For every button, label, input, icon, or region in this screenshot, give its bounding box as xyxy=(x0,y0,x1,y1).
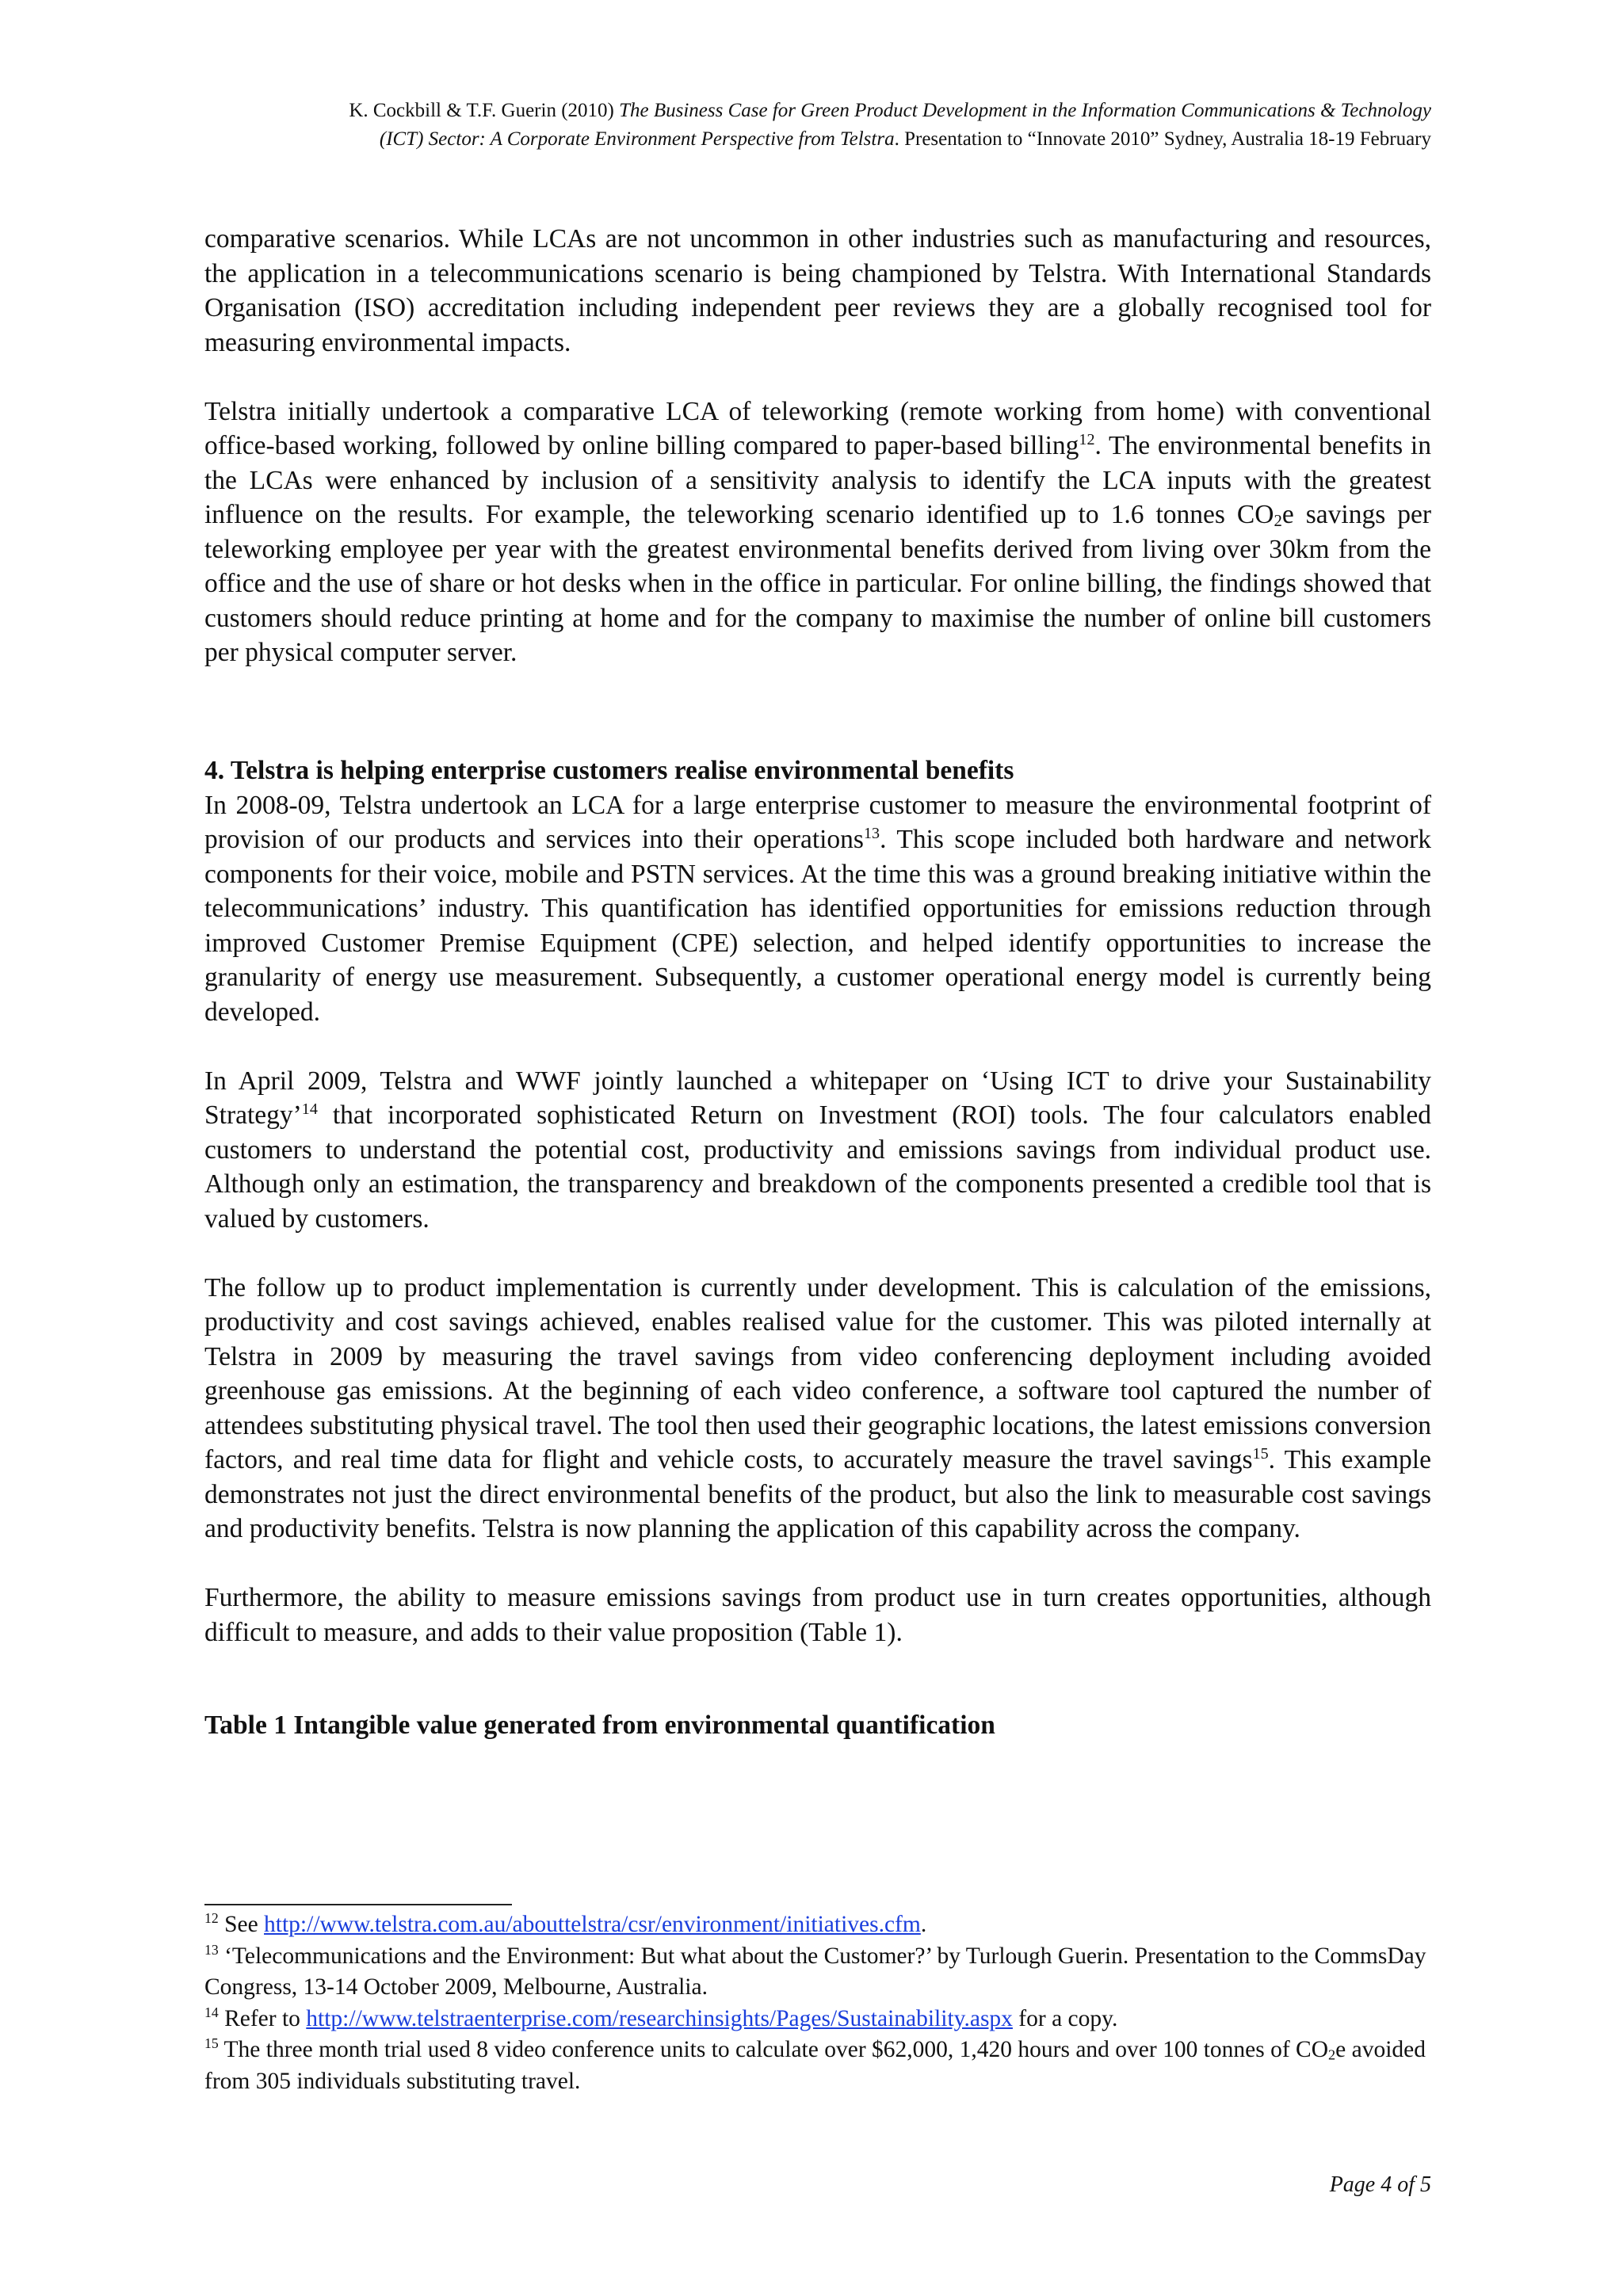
footnote-text: Refer to xyxy=(218,2005,307,2031)
footnote-number: 15 xyxy=(204,2035,219,2052)
running-header xyxy=(204,97,1431,154)
main-body xyxy=(204,222,1431,1743)
footnote-15 xyxy=(204,2035,1431,2097)
header-line-1 xyxy=(204,97,1431,125)
footnote-14-link[interactable]: http://www.telstraenterprise.com/researchinsights/Pages/Sustainability.aspx xyxy=(306,2005,1013,2031)
footnote-divider xyxy=(204,1904,512,1905)
footnote-number: 13 xyxy=(204,1941,219,1958)
footnote-12-link[interactable]: http://www.telstra.com.au/abouttelstra/csr/environment/initiatives.cfm xyxy=(264,1912,921,1937)
footnote-number: 12 xyxy=(204,1910,219,1927)
header-authors: K. Cockbill & T.F. Guerin (2010) xyxy=(349,100,614,121)
footnote-text: ‘Telecommunications and the Environment: But what about the Customer?’ by Turlough Guerin. Presentation to the CommsDay Congress, 13-14 October 2009, Melbourne, Australia. xyxy=(204,1943,1426,2000)
footnote-ref-14: 14 xyxy=(301,1100,318,1118)
footnote-text: . xyxy=(920,1912,927,1937)
paragraph-5-text-b: . This example demonstrates not just the direct environmental benefits of the product, but also the link to measurable cost savings and productivity benefits. Telstra is now planning the application of this capability across the company. xyxy=(204,1445,1431,1543)
paragraph-1: comparative scenarios. While LCAs are not uncommon in other industries such as manufacturing and resources, the application in a telecommunications scenario is being championed by Telstra. With International Standards Organisation (ISO) accreditation including independent peer reviews they are a globally recognised tool for measuring environmental impacts. xyxy=(204,224,1431,357)
header-title-2: (ICT) Sector: A Corporate Environment Perspective from Telstra xyxy=(379,128,895,150)
page-number: Page 4 of 5 xyxy=(1329,2172,1431,2197)
footnote-13 xyxy=(204,1941,1431,2004)
footnote-number: 14 xyxy=(204,2004,219,2020)
paragraph-4-text-b: that incorporated sophisticated Return on Investment (ROI) tools. The four calculators enabled customers to understand the potential cost, productivity and emissions savings from individual product use. Although only an estimation, the transparency and breakdown of the components presented a credible tool that is valued by customers. xyxy=(204,1100,1431,1234)
footnote-12 xyxy=(204,1909,1431,1941)
footnote-ref-12: 12 xyxy=(1079,430,1095,448)
paragraph-2-text-a: Telstra initially undertook a comparative LCA of teleworking (remote working from home) with conventional office-based working, followed by online billing compared to paper-based billing xyxy=(204,396,1431,460)
paragraph-2-text-b: . The environmental benefits in the LCAs were enhanced by inclusion of a sensitivity analysis to identify the LCA inputs with the greatest influence on the results. For example, the teleworking scenario identified up to 1.6 tonnes CO xyxy=(204,431,1431,529)
header-line-2 xyxy=(204,125,1431,154)
paragraph-4-text-a: In April 2009, Telstra and WWF jointly launched a whitepaper on ‘Using ICT to drive your Sustainability Strategy’ xyxy=(204,1066,1431,1130)
paragraph-5 xyxy=(204,1271,1431,1547)
table-title: Table 1 Intangible value generated from environmental quantification xyxy=(204,1711,995,1740)
footnote-text: See xyxy=(218,1912,265,1937)
header-title-1: The Business Case for Green Product Development in the Information Communications & Technology xyxy=(619,100,1431,121)
paragraph-2-text-c: e savings per teleworking employee per year with the greatest environmental benefits derived from living over 30km from the office and the use of share or hot desks when in the office in particular. For online billing, the findings showed that customers should reduce printing at home and for the company to maximise the number of online bill customers per physical computer server. xyxy=(204,500,1431,667)
section-heading: 4. Telstra is helping enterprise customers realise environmental benefits xyxy=(204,756,1014,785)
paragraph-2 xyxy=(204,395,1431,670)
paragraph-4 xyxy=(204,1064,1431,1237)
paragraph-3 xyxy=(204,788,1431,1030)
paragraph-6: Furthermore, the ability to measure emissions savings from product use in turn creates opportunities, although difficult to measure, and adds to their value proposition (Table 1). xyxy=(204,1583,1431,1647)
footnote-text: e avoided from 305 individuals substituting travel. xyxy=(204,2037,1426,2094)
paragraph-3-text-b: . This scope included both hardware and network components for their voice, mobile and PSTN services. At the time this was a ground breaking initiative within the telecommunications’ industry. This quantification has identified opportunities for emissions reduction through improved Customer Premise Equipment (CPE) selection, and helped identify opportunities to increase the granularity of energy use measurement. Subsequently, a customer operational energy model is currently being developed. xyxy=(204,825,1431,1027)
footnote-text: for a copy. xyxy=(1012,2005,1118,2031)
co2-subscript: 2 xyxy=(1328,2046,1336,2063)
co2-subscript: 2 xyxy=(1274,512,1282,531)
header-venue: . Presentation to “Innovate 2010” Sydney, Australia 18-19 February xyxy=(894,128,1431,150)
footnote-ref-13: 13 xyxy=(863,824,880,842)
paragraph-3-text-a: In 2008-09, Telstra undertook an LCA for a large enterprise customer to measure the environmental footprint of provision of our products and services into their operations xyxy=(204,790,1431,854)
paragraph-5-text-a: The follow up to product implementation is currently under development. This is calculation of the emissions, productivity and cost savings achieved, enables realised value for the customer. This was piloted internally at Telstra in 2009 by measuring the travel savings from video conferencing deployment including avoided greenhouse gas emissions. At the beginning of each video conference, a software tool captured the number of attendees substituting physical travel. The tool then used their geographic locations, the latest emissions conversion factors, and real time data for flight and vehicle costs, to accurately measure the travel savings xyxy=(204,1272,1431,1474)
footnotes xyxy=(204,1909,1431,2097)
footnote-ref-15: 15 xyxy=(1252,1444,1269,1463)
footnote-14 xyxy=(204,2004,1431,2035)
footnote-text: The three month trial used 8 video conference units to calculate over $62,000, 1,420 hours and over 100 tonnes of CO xyxy=(218,2037,1329,2062)
